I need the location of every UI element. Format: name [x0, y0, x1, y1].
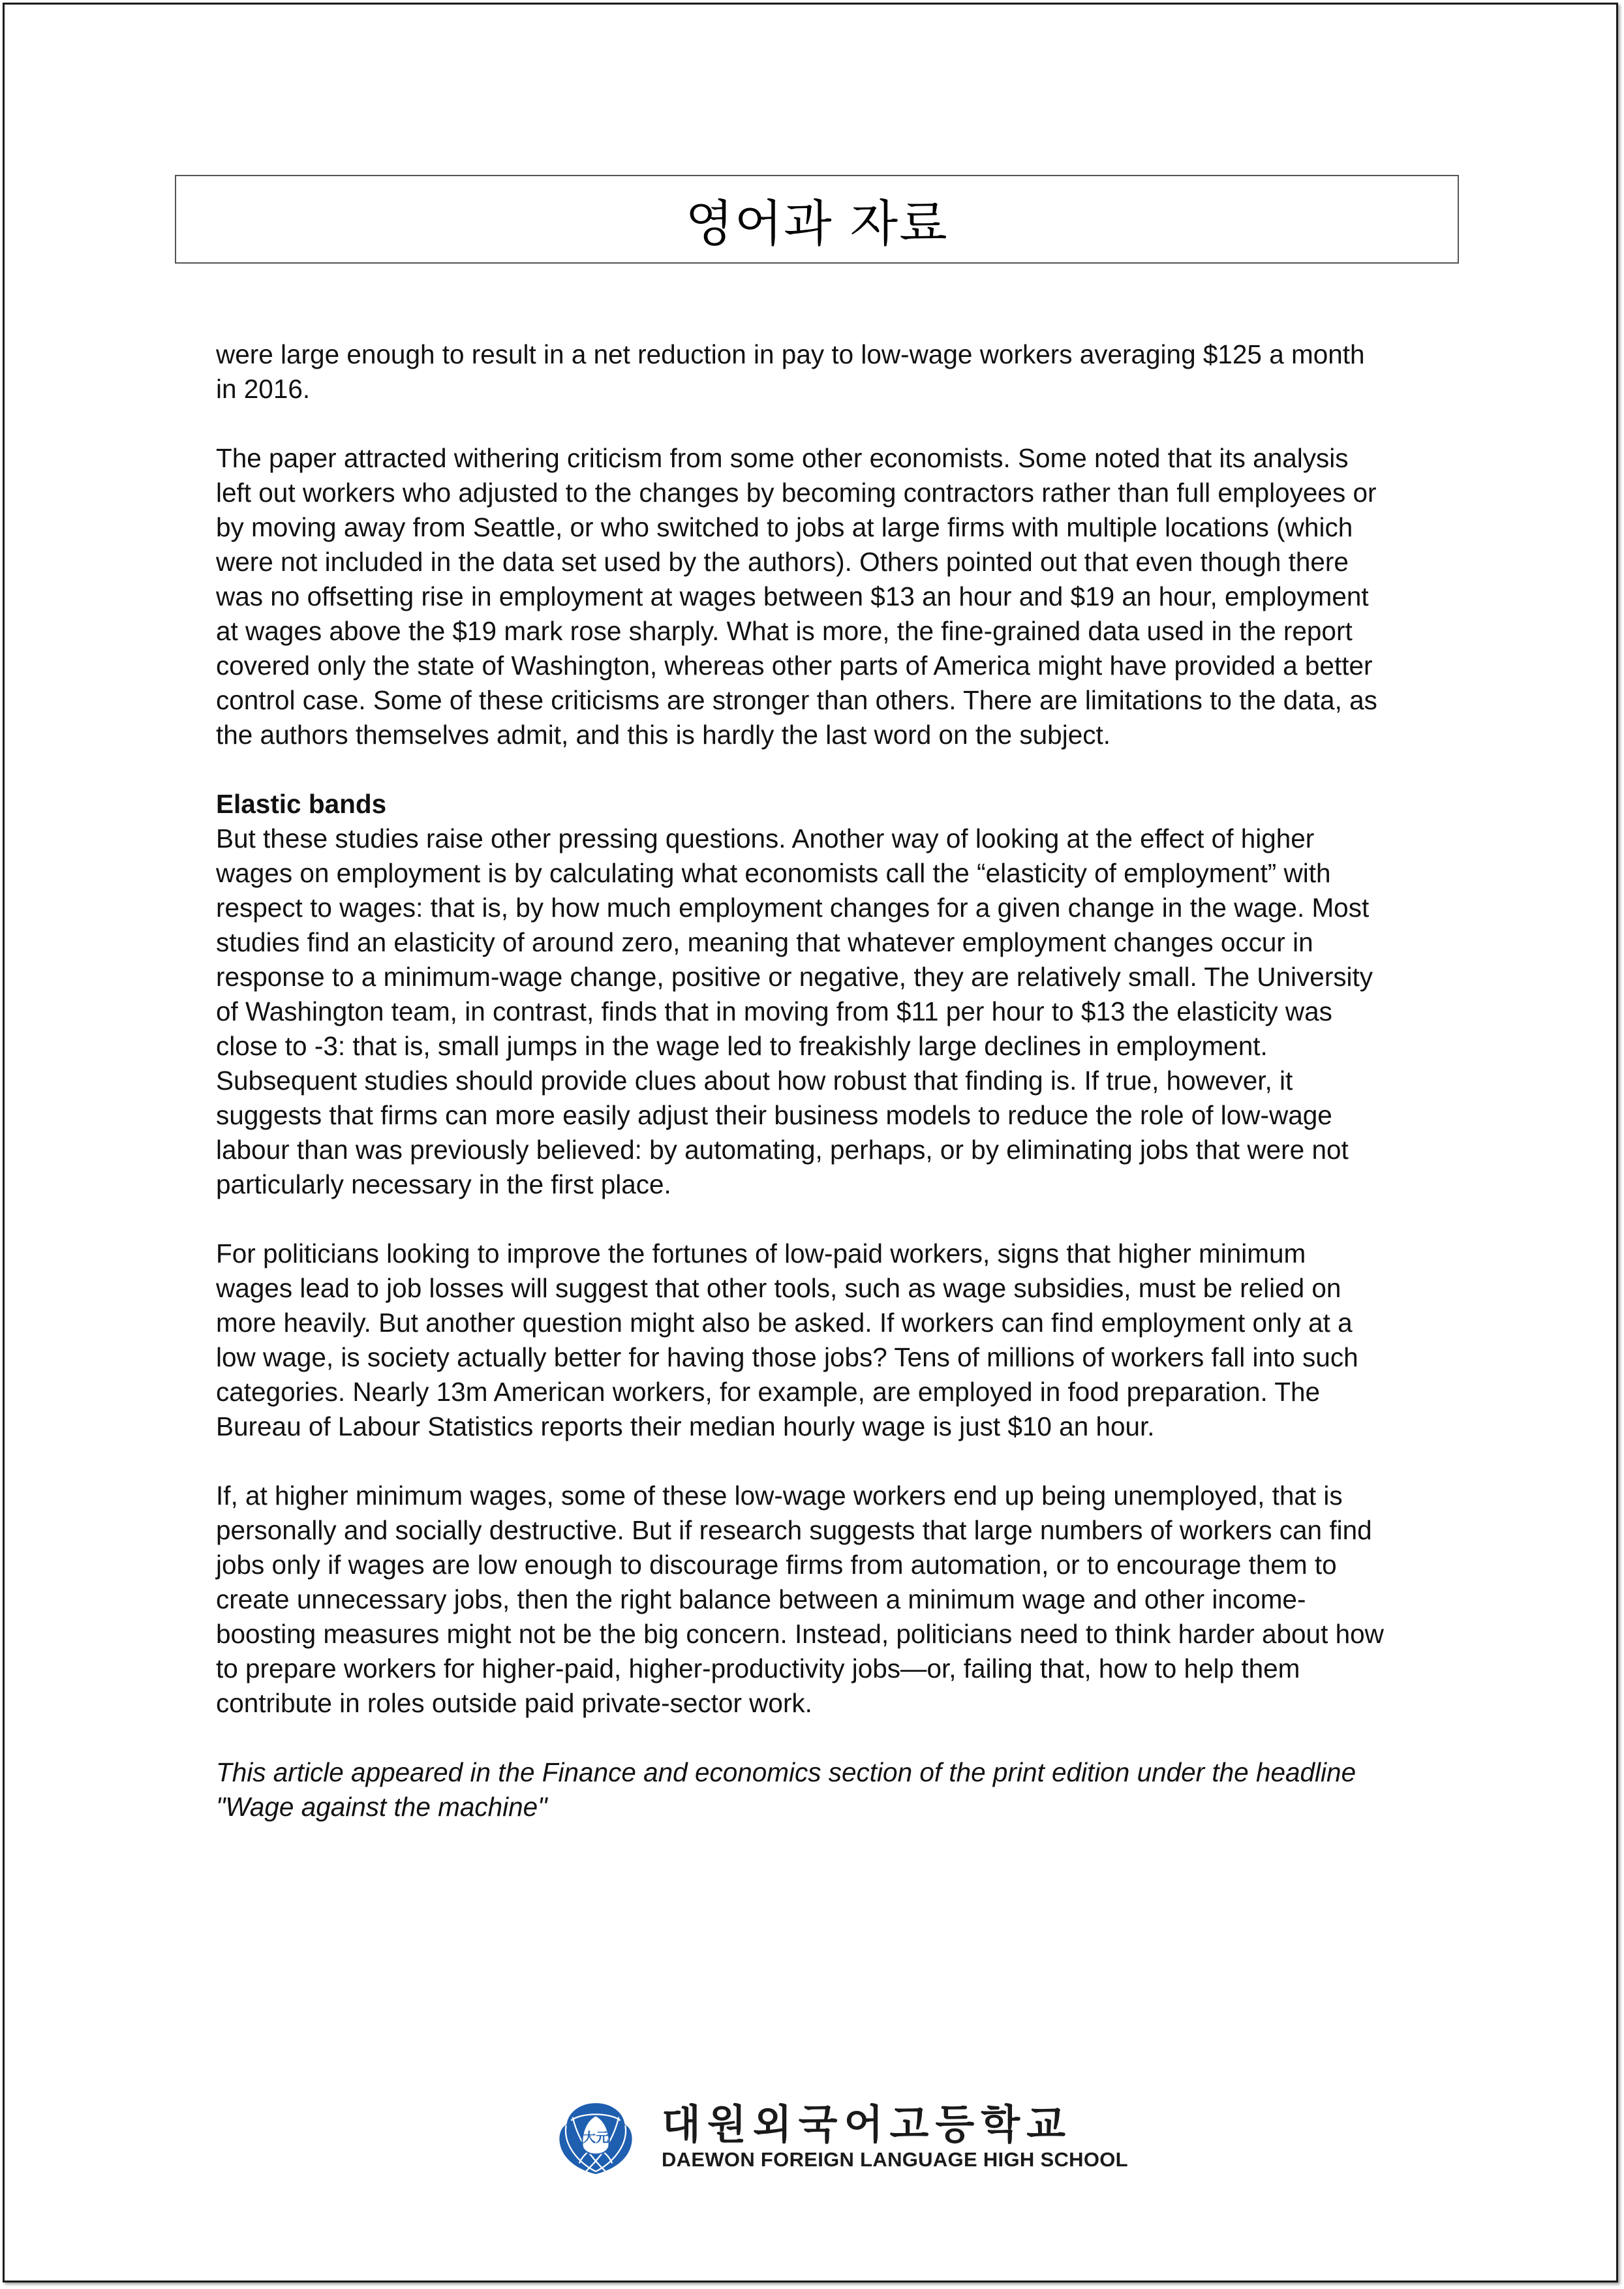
article-paragraph-1: were large enough to result in a net reduction in pay to low-wage workers averaging $125 a month in 2016.: [216, 339, 1365, 404]
document-page: [3, 3, 1618, 2282]
title-box: [175, 175, 1459, 264]
section-heading: Elastic bands: [216, 789, 387, 819]
article-paragraph-5: If, at higher minimum wages, some of these low-wage workers end up being unemployed, that is personally and socially destructive. But if research suggests that large numbers of workers can find jobs only if wages are low enough to discourage firms from automation, or to encourage them to create unnecessary jobs, then the right balance between a minimum wage and other income-boosting measures might not be the big concern. Instead, politicians need to think harder about how to prepare workers for higher-paid, higher-productivity jobs—or, failing that, how to help them contribute in roles outside paid private-sector work.: [216, 1481, 1384, 1718]
school-emblem-icon: [555, 2096, 637, 2178]
school-name-korean: 대원외국어고등학교: [662, 2100, 1073, 2148]
school-names: [662, 2102, 1128, 2172]
school-name-english: DAEWON FOREIGN LANGUAGE HIGH SCHOOL: [662, 2147, 1128, 2171]
article-paragraph-2: The paper attracted withering criticism from some other economists. Some noted that its analysis left out workers who adjusted to the changes by becoming contractors rather than full employees or by moving away from Seattle, or who switched to jobs at large firms with multiple locations (which were not included in the data set used by the authors). Others pointed out that even though there was no offsetting rise in employment at wages between $13 an hour and $19 an hour, employment at wages above the $19 mark rose sharply. What is more, the fine-grained data used in the report covered only the state of Washington, whereas other parts of America might have provided a better control case. Some of these criticisms are stronger than others. There are limitations to the data, as the authors themselves admit, and this is hardly the last word on the subject.: [216, 443, 1377, 750]
article-paragraph-3: But these studies raise other pressing questions. Another way of looking at the effect of higher wages on employment is by calculating what economists call the “elasticity of employment” with respect to wages: that is, by how much employment changes for a given change in the wage. Most studies find an elasticity of around zero, meaning that whatever employment changes occur in response to a minimum-wage change, positive or negative, they are relatively small. The University of Washington team, in contrast, finds that in moving from $11 per hour to $13 the elasticity was close to -3: that is, small jumps in the wage led to freakishly large declines in employment. Subsequent studies should provide clues about how robust that finding is. If true, however, it suggests that firms can more easily adjust their business models to reduce the role of low-wage labour than was previously believed: by automating, perhaps, or by eliminating jobs that were not particularly necessary in the first place.: [216, 823, 1373, 1199]
article-paragraph-4: For politicians looking to improve the fortunes of low-paid workers, signs that higher minimum wages lead to job losses will suggest that other tools, such as wage subsidies, must be relied on more heavily. But another question might also be asked. If workers can find employment only at a low wage, is society actually better for having those jobs? Tens of millions of workers fall into such categories. Nearly 13m American workers, for example, are employed in food preparation. The Bureau of Labour Statistics reports their median hourly wage is just $10 an hour.: [216, 1238, 1358, 1441]
article-body: [216, 337, 1384, 1859]
page-title: 영어과 자료: [685, 194, 949, 253]
school-logo: [555, 2096, 1128, 2177]
emblem-glyph: 大元: [582, 2129, 609, 2145]
article-credit-line: This article appeared in the Finance and economics section of the print edition under the headline "Wage against the machine": [216, 1757, 1356, 1822]
